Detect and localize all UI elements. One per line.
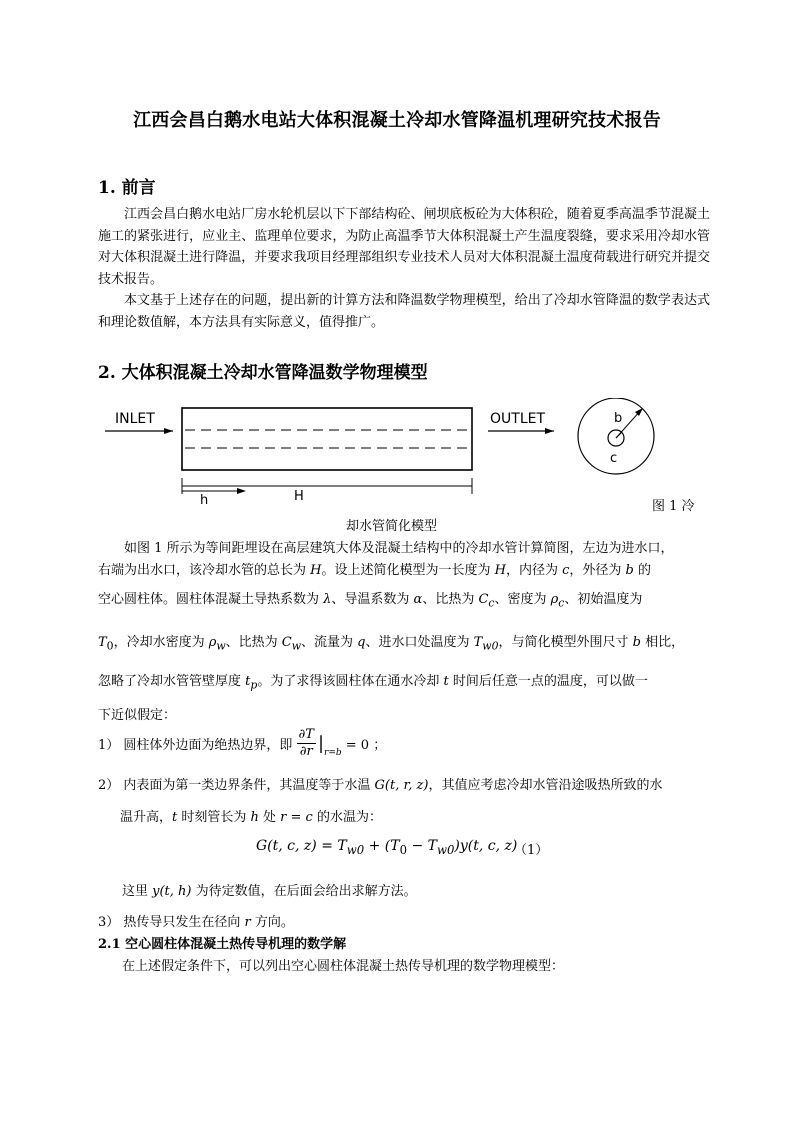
assumption-2-line-1: 2） 内表面为第一类边界条件，其温度等于水温 G(t, r, z)，其值应考虑冷却水管沿途吸热所致的水 <box>98 778 663 793</box>
paragraph-3-line-2: 右端为出水口，该冷却水管的总长为 H。设上述简化模型为一长度为 H，内径为 c，外径为 b 的 <box>98 563 651 578</box>
paragraph-3-line-1: 如图 1 所示为等间距埋设在高层建筑大体及混凝土结构中的冷却水管计算简图，左边为进水口， <box>124 541 674 556</box>
paragraph-2: 本文基于上述存在的问题，提出新的计算方法和降温数学物理模型，给出了冷却水管降温的数学表达式和理论数值解，本方法具有实际意义，值得推广。 <box>98 293 710 330</box>
figure-caption-part-1: 图 1 冷 <box>652 499 695 514</box>
outlet-label: OUTLET <box>490 411 546 427</box>
paragraph-3-line-4: $T_0$，冷却水密度为 $\rho_w$、比热为 $C_w$、流量为 q、进水口处温度为 $T_{w0}$，与简化模型外围尺寸 b 相比， <box>98 635 685 653</box>
dimension-h-label: h <box>200 493 209 508</box>
figure-caption-part-2: 却水管简化模型 <box>346 519 438 534</box>
paragraph-3-line-5: 忽略了冷却水管管壁厚度 $t_p$。为了求得该圆柱体在通水冷却 t 时间后任意一点的温度，可以做一 <box>98 674 648 692</box>
section-heading-1: 1. 前言 <box>98 178 156 198</box>
outlet-arrowhead <box>545 428 554 434</box>
equation-1-number: （1） <box>514 843 549 858</box>
paragraph-3-line-3: 空心圆柱体。圆柱体混凝土导热系数为 λ、导温系数为 α、比热为 $C_c$、密度为 $\rho_c$、初始温度为 <box>98 592 643 610</box>
assumption-1: 1） 圆柱体外边面为绝热边界，即 $\frac{\partial T}{\partial r}$ $|_{r=b} = 0$ ； <box>98 727 387 759</box>
radius-c-label: c <box>610 451 618 466</box>
here-line: 这里 y(t, h) 为待定数值，在后面会给出求解方法。 <box>122 884 417 899</box>
final-paragraph: 在上述假定条件下，可以列出空心圆柱体混凝土热传导机理的数学物理模型： <box>122 959 565 974</box>
cooling-pipe-diagram <box>98 398 698 513</box>
dimension-h-arrowhead <box>237 488 246 494</box>
paragraph-1: 江西会昌白鹅水电站厂房水轮机层以下下部结构砼、闸坝底板砼为大体积砼，随着夏季高温季节混凝土施工的紧张进行，应业主、监理单位要求，为防止高温季节大体积混凝土产生温度裂缝，要求采用冷却水管对大体积混凝土进行降温，并要求我项目经理部组织专业技术人员对大体积混凝土温度荷载进行研究并提交技术报告。 <box>98 207 710 287</box>
assumption-2-line-2: 温升高，t 时刻管长为 h 处 r = c 的水温为： <box>120 810 382 825</box>
dimension-H-label: H <box>294 489 304 504</box>
pipe-body <box>182 408 472 470</box>
assumption-3: 3） 热传导只发生在径向 r 方向。 <box>98 915 294 930</box>
subsection-heading-2-1: 2.1 空心圆柱体混凝土热传导机理的数学解 <box>98 937 347 952</box>
radius-b-label: b <box>614 411 623 426</box>
paragraph-3-line-6: 下近似假定： <box>98 708 177 723</box>
radius-c-line <box>616 433 621 438</box>
section-1-body <box>98 204 710 333</box>
partial-derivative-fraction: $\frac{\partial T}{\partial r}$ <box>298 727 314 759</box>
section-heading-2: 2. 大体积混凝土冷却水管降温数学物理模型 <box>98 363 428 383</box>
page-title: 江西会昌白鹅水电站大体积混凝土冷却水管降温机理研究技术报告 <box>133 110 661 131</box>
equation-1: G(t, c, $z) = T_{w0} + (T_0 - T_{w0})y(t$, c, z) <box>256 838 518 857</box>
inlet-arrowhead <box>164 428 173 434</box>
inlet-label: INLET <box>115 411 155 427</box>
